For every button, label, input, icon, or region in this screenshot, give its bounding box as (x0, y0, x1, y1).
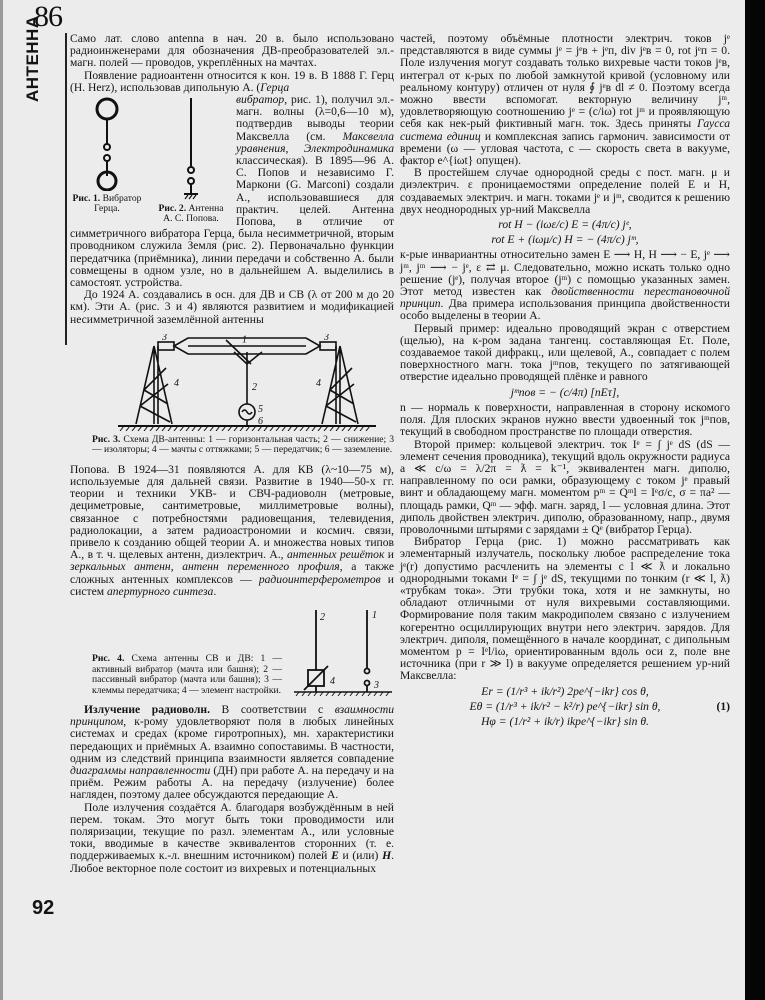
term-link[interactable]: вибратор (236, 93, 285, 107)
figure-4 (70, 608, 394, 696)
caption-text: Вибратор Герца. (94, 193, 142, 215)
term-link[interactable]: Максвелла уравнения (236, 129, 394, 155)
fig3-label: 1 (242, 334, 247, 346)
caption-label: Рис. 1. (72, 193, 101, 205)
figure-4-caption (92, 654, 282, 696)
term-link[interactable]: антенн переменного профиля (182, 560, 340, 574)
fig3-label: 6 (258, 415, 263, 427)
text-run: к-рые инвариантны относительно замен E ⟶ H, H ⟶ − E, jᵉ ⟶ jᵐ, jᵐ ⟶ − jᵉ, ε ⇄ μ. Следовательно, можно искать только одно решение (jᵉ), получая второе (jᵐ) с помощью указанных замен. Этот метод известен как (400, 248, 730, 299)
figure-3-caption (92, 435, 394, 456)
paragraph: Второй пример: кольцевой электрич. ток Iᵉ = ∫ jᵉ dS (dS — элемент сечения проводника), текущий вдоль окружности радиуса a ≪ c/ω = λ/2π = ƛ = k⁻¹, эквивалентен магн. диполю, направленному по оси рамки, образующему с током jᵉ правый винт и обладающему магн. моментом pᵐ = Qᵐl = Iᵉσ/c, σ = πa² — площадь рамки, Qᵐ — эфф. магн. заряд, l — условная длина. Этот диполь двойствен электрич. диполю, образованному, напр., двумя проволочными штырями с зарядами ± Qᵉ (вибратор Герца). (400, 437, 730, 536)
equation: jᵐпов = − (c/4π) [nEτ], (510, 385, 620, 399)
fig4-label: 4 (330, 675, 335, 687)
equation: Hφ = (1/r² + ik/r) ikpe^{−ikr} sin θ. (481, 714, 649, 728)
figure-3 (70, 334, 394, 456)
equation-numbered (400, 701, 730, 713)
fig3-label: 4 (316, 377, 321, 389)
text-run: , (170, 560, 183, 574)
paragraph: В простейшем случае однородной среды с пост. магн. μ и диэлектрич. ε проницаемостями определение полей E и H, создаваемых электрич. и магн. токами jᵉ и jᵐ, сводится к решению двух неоднородных ур-ний Максвелла (400, 166, 730, 216)
fig3-label: 5 (258, 403, 263, 415)
term-link[interactable]: двойственности перестановочной принцип (400, 285, 730, 311)
text-run: Попова. В 1924—31 появляются А. для КВ (λ~10—75 м), используемые для дальней связи. Развитие в 1940—50-х гг. теории и техники УКВ- и СВЧ-радиоволн (метровые, дециметровые, сантиметровые, миллиметровые волны), связанное с потребностями радиовещания, телевидения, радиолокации, а затем радиоастрономии и космич. связи, привело к созданию общей теории А. и множества новых типов А., в т. ч. щелевых антенн, диэлектрич. А., (70, 462, 394, 562)
term-link[interactable]: Герца (260, 80, 290, 94)
equation-body: Eθ = (1/r³ + ik/r² − k²/r) pe^{−ikr} sin θ, (469, 699, 661, 713)
text-run: и (или) (338, 849, 383, 863)
caption-text: Антенна А. С. Попова. (163, 203, 224, 225)
paragraph: До 1924 А. создавались в осн. для ДВ и СВ (λ от 200 м до 20 км). Эти А. (рис. 3 и 4) являются развитием и модификацией несимметричной заземлённой антенны (70, 288, 394, 326)
text-run: проводником служила Земля (рис. 2). Первоначально функции передатчика (приёмника), линии передачи и собственно А. были совмещены в одном узле, но в дальнейшем А. выделились в самостоят. устройства. (70, 239, 394, 290)
section-heading: Излучение радиоволн. (84, 702, 210, 716)
term-link[interactable]: Гаусса система единиц (400, 117, 730, 143)
text-run: частей, поэтому объёмные плотности электрич. токов jᵉ представляются в виде суммы jᵉ = jᵉв + jᵉп, div jᵉв = 0, rot jᵉп = 0. Поле излучения могут создавать только вихревые части токов jᵉв, интеграл от к-рых по любой замкнутой кривой (условному или реальному контуру) отличен от нуля ∮ jᵉв dl ≠ 0. Поэтому всегда можно ввести вспомогат. векторную величину jᵐ, удовлетворяющую соотношению jᵉ = (c/iω) rot jᵐ и проявляющую себя как нек-рый фиктивный магн. ток. Здесь приняты (400, 32, 730, 131)
figures-1-2 (70, 96, 228, 225)
symbol-H: H (382, 849, 392, 863)
paragraph: Первый пример: идеально проводящий экран с отверстием (щелью), на к-ром задана тангенц. составляющая Eτ. Поле, создаваемое такой дифракц., или щелевой, А., совпадает с полем поверхностного магн. тока jᵐпов, текущего по затягивающей отверстие идеально проводящей плёнке и равного (400, 321, 730, 384)
paragraph: Само лат. слово antenna в нач. 20 в. было использовано радиоинженерами для обозначения ДВ-преобразователей эл.-магн. полей — проводов, укреплённых на мачтах. (70, 32, 394, 70)
figure-1 (70, 96, 144, 225)
paragraph: Вибратор Герца (рис. 1) можно рассматривать как элементарный излучатель, поскольку любое распределение тока jᵉ(r) допустимо расчленить на элементы с l ≪ ƛ и локально однородными токами Iᵉ = ∫ jᵉ dS, текущими по тонким (r ≪ l, ƛ) «трубкам тока». Эти трубки тока, хотя и не замкнуты, но обладают отличными от нуля вихревыми составляющими. Формирование поля таким макродиполем связано с излучением когерентно осциллирующих внутри него электрич. зарядов. Для электрич. диполя, помещённого в начале координат, с дипольным моментом p = Iᵉl/iω, ориентированным вдоль оси z, поле вне источника (при r ≫ l) в вакууме определяется решением ур-ний Максвелла: (400, 535, 730, 683)
right-column (400, 33, 730, 731)
term-link[interactable]: антенных решёток (286, 548, 385, 562)
equation-number: (1) (716, 699, 730, 713)
text-run: и (384, 548, 394, 562)
text-run: . Любое векторное поле состоит из вихревых и потенциальных (70, 849, 394, 875)
symbol-E: E (331, 849, 339, 863)
equation: rot E + (iωμ/c) H = − (4π/c) jᵐ, (491, 233, 639, 247)
paragraph (400, 249, 730, 322)
paragraph (70, 802, 394, 875)
caption-label: Рис. 2. (158, 203, 187, 215)
section-tab (20, 15, 46, 102)
fig4-label: 1 (372, 609, 377, 621)
text-run: Появление радиоантенн относится к кон. 19 в. В 1888 Г. Герц (H. Herz), использовав дипольную А. ( (70, 68, 394, 94)
term-link[interactable]: взаимности принципом (70, 702, 394, 729)
text-run: Поле излучения создаётся А. благодаря возбуждённым в ней перем. токам. Это могут быть токи проводимости или поляризации, текущие по разл. элементам А., или условные токи, вводимые в качестве эквивалентов сторонних (т. е. поддерживаемых к.-л. внешним источником) полей (70, 800, 394, 863)
figure-2-caption (154, 204, 228, 225)
fig3-label: 3 (162, 333, 167, 343)
figure-1-hertz-vibrator (87, 96, 127, 191)
text-run: В соответствии с (209, 702, 335, 716)
figure-2-popov-antenna (176, 96, 206, 201)
text-run: (ДН) при работе А. на передачу и на приём. Режим работы А. на передачу (излучение) более нагляден, поэтому далее обсуждаются передающие А. (70, 763, 395, 802)
text-run: и комплексная запись гармонич. зависимости от времени (ω — угловая частота, c — скорость света в вакууме, фактор e^{iωt} опущен). (400, 129, 731, 168)
figure-3-lw-antenna (116, 334, 378, 431)
caption-label: Рис. 4. (92, 653, 125, 665)
scan-left-edge (0, 0, 3, 1000)
caption-label: Рис. 3. (92, 433, 121, 445)
text-run: , к-рому удовлетворяют поля в любых линейных системах и средах (кроме гиротропных), мн. характеристики передающих и приёмных А. взаимно сопоставимы. В частности, одним из следствий принципа взаимности является совпадение (70, 715, 394, 765)
fig4-label: 2 (320, 611, 325, 623)
fig3-label: 4 (174, 377, 179, 389)
term-link[interactable]: зеркальных антенн (70, 560, 171, 574)
text-run: , а также сложных антенных комплексов — (70, 560, 394, 586)
text-run: . (213, 584, 217, 598)
fig3-label: 3 (324, 333, 329, 343)
term-link[interactable]: Электродинамика (303, 141, 394, 155)
fig4-label: 3 (374, 679, 379, 691)
paragraph (70, 704, 394, 802)
footer-number: 92 (32, 897, 55, 919)
term-link[interactable]: диаграммы направленности (70, 763, 211, 777)
fig3-label: 2 (252, 381, 257, 393)
page-number: 86 (34, 0, 62, 33)
equation: rot H − (iωε/c) E = (4π/c) jᵉ, (498, 218, 632, 232)
left-column (70, 33, 394, 875)
figure-2 (154, 96, 228, 225)
text-run: и систем (70, 572, 394, 598)
caption-text: Схема антенны СВ и ДВ: 1 — активный вибратор (мачта или башня); 2 — пассивный вибратор (мачта или башня); 3 — клеммы передатчика; 4 — элемент настройки. (92, 653, 282, 696)
equation: Er = (1/r³ + ik/r²) 2pe^{−ikr} cos θ, (481, 684, 649, 698)
text-run: классическая). В 1895—96 А. С. Попов и независимо Г. Маркони (G. Marconi) создали А., использовавшиеся для практич. целей. Антенна Попова, в отличие от симметричного вибратора Герца, была несимметричной, вторым (70, 154, 394, 241)
paragraph (70, 70, 394, 94)
section-rule (65, 33, 67, 345)
term-link[interactable]: радиоинтерферометров (258, 572, 381, 586)
paragraph: n — нормаль к поверхности, направленная в сторону искомого поля. Для плоских экранов нужно ввести удвоенный ток jᵐпов, текущий в свободном пространстве по площади отверстия. (400, 400, 730, 439)
text-run: , (285, 141, 304, 155)
paragraph (70, 464, 394, 598)
section-tab-label: АНТЕННА (23, 15, 42, 102)
figure-1-caption (70, 194, 144, 215)
figure-4-mw-lw-antenna (294, 608, 394, 696)
text-run: . Два примера использования принципа двойственности особо выделены в теории А. (400, 297, 730, 323)
term-link[interactable]: апертурного синтеза (106, 584, 214, 598)
text-run: , рис. 1), получил эл.-магн. волны (λ=0,6—10 м), подтвердив выводы теории Максвелла (см. (236, 93, 394, 143)
paragraph (400, 33, 730, 167)
scan-right-edge (745, 0, 765, 1000)
caption-text: Схема ДВ-антенны: 1 — горизонтальная часть; 2 — снижение; 3 — изоляторы; 4 — мачты с оттяжками; 5 — передатчик; 6 — заземление. (92, 433, 394, 456)
